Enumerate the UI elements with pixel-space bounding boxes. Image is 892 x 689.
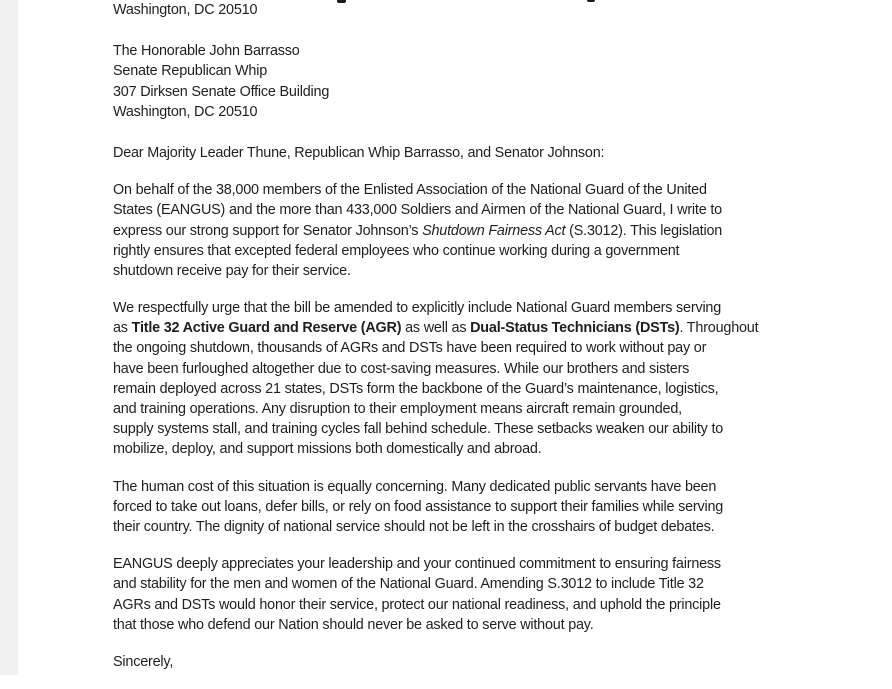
text-segment: Shutdown Fairness Act [422, 222, 566, 239]
clipped-text-fragment [587, 0, 595, 2]
letter-content [113, 0, 813, 689]
text-line [113, 497, 813, 517]
text-line [113, 477, 813, 497]
text-line [113, 143, 813, 163]
text-line [113, 298, 813, 318]
text-segment: The human cost of this situation is equally concerning. Many dedicated public servants have been [113, 478, 717, 495]
paragraph-support [113, 180, 813, 281]
text-segment: EANGUS deeply appreciates your leadership and your continued commitment to ensuring fairness [113, 556, 721, 573]
text-segment: remain deployed across 21 states, DSTs form the backbone of the Guard’s maintenance, logistics, [113, 380, 719, 397]
left-gutter [0, 0, 18, 675]
text-segment: The Honorable John Barrasso [113, 43, 300, 60]
recipient-address-clipped [113, 0, 813, 20]
text-segment: supply systems stall, and training cycles fall behind schedule. These setbacks weaken our ability to [113, 421, 724, 438]
text-segment: as [113, 320, 132, 337]
clipped-text-fragment [337, 0, 346, 3]
closing [113, 652, 813, 672]
text-segment: AGRs and DSTs would honor their service, protect our national readiness, and uphold the principle [113, 596, 721, 613]
text-line [113, 338, 813, 358]
text-segment: States (EANGUS) and the more than 433,000 Soldiers and Airmen of the National Guard, I write to [113, 202, 722, 219]
text-line [113, 574, 813, 594]
text-segment: the ongoing shutdown, thousands of AGRs and DSTs have been required to work without pay or [113, 340, 707, 357]
text-line [113, 61, 813, 81]
text-segment: Dual-Status Technicians (DSTs) [470, 320, 680, 337]
text-segment: Dear Majority Leader Thune, Republican Whip Barrasso, and Senator Johnson: [113, 144, 605, 161]
text-segment: and training operations. Any disruption to their employment means aircraft remain grounded, [113, 401, 682, 417]
text-line [113, 554, 813, 574]
text-line [113, 439, 813, 459]
paragraph-appreciation [113, 554, 813, 635]
text-line [113, 180, 813, 200]
text-segment: have been furloughed altogether due to cost-saving measures. While our brothers and sisters [113, 360, 690, 377]
text-line [113, 241, 813, 261]
text-line [113, 221, 813, 241]
text-segment: express our strong support for Senator Johnson’s [113, 222, 423, 239]
paragraph-human-cost [113, 477, 813, 538]
text-segment: Washington, DC 20510 [113, 2, 258, 18]
text-segment: Title 32 Active Guard and Reserve (AGR) [131, 320, 402, 337]
salutation [113, 143, 813, 163]
text-line [113, 41, 813, 61]
text-line [113, 318, 813, 338]
text-segment: their country. The dignity of national service should not be left in the crosshairs of budget debates. [113, 518, 715, 535]
text-line [113, 200, 813, 220]
text-segment: We respectfully urge that the bill be amended to explicitly include National Guard members serving [113, 300, 722, 317]
text-segment: rightly ensures that excepted federal employees who continue working during a government [113, 242, 680, 259]
text-segment: Sincerely, [113, 653, 174, 670]
letter-body [113, 0, 813, 672]
text-line [113, 419, 813, 439]
text-line [113, 102, 813, 122]
text-line [113, 517, 813, 537]
text-line [113, 82, 813, 102]
text-segment: that those who defend our Nation should never be asked to serve without pay. [113, 616, 594, 633]
text-line [113, 261, 813, 281]
text-line [113, 615, 813, 635]
text-segment: and stability for the men and women of the National Guard. Amending S.3012 to include Title 32 [113, 576, 704, 593]
text-line [113, 595, 813, 615]
text-segment: forced to take out loans, defer bills, or rely on food assistance to support their families while serving [113, 498, 724, 515]
text-segment: Washington, DC 20510 [113, 103, 258, 120]
paragraph-amendment [113, 298, 813, 460]
text-line [113, 0, 813, 20]
text-line [113, 399, 813, 419]
text-segment: mobilize, deploy, and support missions both domestically and abroad. [113, 441, 542, 458]
text-segment: as well as [401, 320, 471, 337]
text-segment: (S.3012). This legislation [565, 222, 723, 239]
text-line [113, 652, 813, 672]
recipient-address-barrasso [113, 41, 813, 122]
text-segment: 307 Dirksen Senate Office Building [113, 83, 330, 100]
text-line [113, 379, 813, 399]
text-line [113, 359, 813, 379]
text-segment: . Throughout [679, 320, 759, 337]
text-segment: Senate Republican Whip [113, 63, 267, 80]
text-segment: On behalf of the 38,000 members of the Enlisted Association of the National Guard of the United [113, 182, 707, 199]
text-segment: shutdown receive pay for their service. [113, 262, 351, 279]
